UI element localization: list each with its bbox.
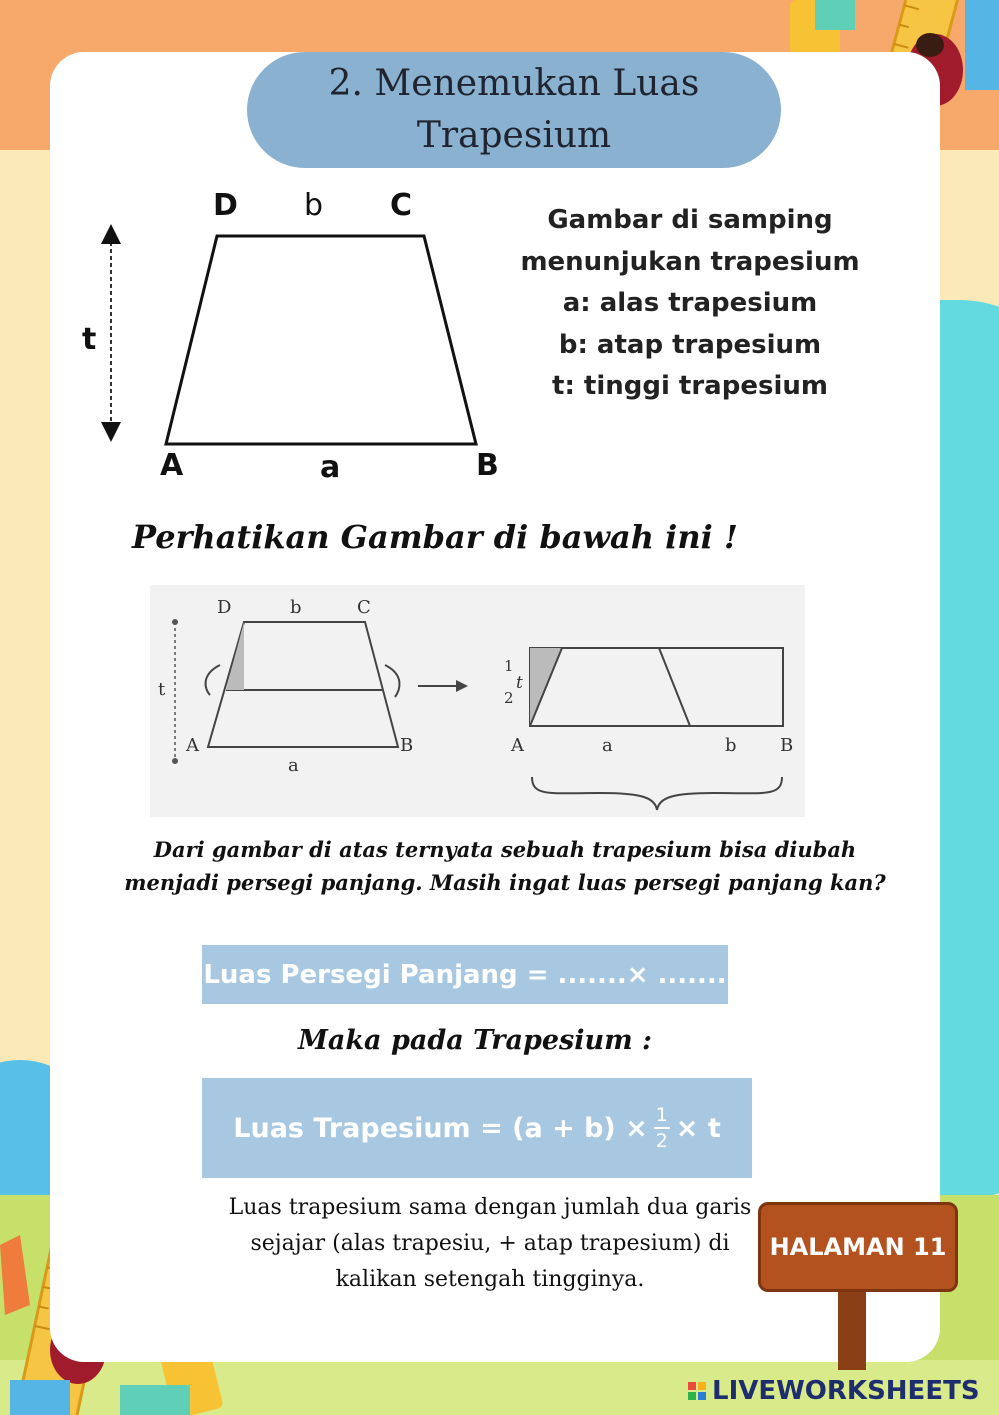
vertex-c-label: C [390, 188, 413, 223]
explanation-text: Dari gambar di atas ternyata sebuah trapesium bisa diubah menjadi persegi panjang. Masih ingat luas persegi panjang kan? [124, 837, 886, 895]
trapezoid-description [490, 200, 890, 408]
formula-prefix: Luas Trapesium = (a + b) × [233, 1112, 648, 1144]
rectangle-formula-box [202, 945, 728, 1004]
maka-heading: Maka pada Trapesium : [297, 1025, 653, 1056]
figure-right-b-label: b [725, 735, 737, 756]
trapezoid-shape [70, 180, 530, 500]
page-number-label: HALAMAN 11 [769, 1233, 947, 1261]
figure-half-denominator: 2 [504, 689, 514, 707]
rectangle-formula-text: Luas Persegi Panjang = .......× ....... [203, 959, 727, 990]
description-line: b: atap trapesium [558, 329, 822, 360]
figure-a-vertex-label: A [186, 735, 199, 756]
figure-half-numerator: 1 [504, 657, 514, 675]
vertex-b-label: B [476, 448, 499, 483]
logo-icon [688, 1382, 706, 1400]
section-heading: Perhatikan Gambar di bawah ini ! [132, 518, 738, 556]
figure-b-vertex-label: B [400, 735, 414, 756]
figure-right-a-label: a [602, 735, 613, 756]
description-line: t: tinggi trapesium [552, 371, 828, 401]
sign-post [838, 1285, 866, 1370]
description-line: a: alas trapesium [562, 288, 818, 318]
vertex-d-label: D [213, 188, 238, 223]
page-number-sign [750, 1190, 960, 1370]
figure-b-label: b [290, 597, 302, 618]
transformation-illustration [150, 585, 805, 817]
fraction-denominator: 2 [655, 1130, 668, 1152]
trapezoid-diagram [70, 180, 530, 500]
figure-right-b-vertex-label: B [780, 735, 794, 756]
vertex-a-label: A [160, 448, 184, 483]
liveworksheets-logo [688, 1374, 980, 1408]
page-title: 2. Menemukan Luas Trapesium [328, 63, 700, 156]
conclusion-text: Luas trapesium sama dengan jumlah dua garis sejajar (alas trapesiu, + atap trapesium) di kalikan setengah tingginya. [228, 1195, 752, 1292]
sign-board [758, 1202, 958, 1292]
trapezoid-formula-box [202, 1078, 752, 1178]
description-line: Gambar di samping [547, 205, 833, 235]
top-side-b-label: b [304, 188, 324, 223]
figure-right-t-label: t [516, 673, 523, 693]
height-t-label: t [82, 322, 97, 357]
formula-suffix: × t [675, 1112, 721, 1144]
figure-d-label: D [217, 597, 232, 618]
figure-c-label: C [357, 597, 371, 618]
bottom-side-a-label: a [320, 450, 341, 485]
description-line: menunjukan trapesium [520, 246, 860, 277]
trapezoid-to-rectangle-figure [150, 585, 805, 817]
watermark-text: LIVEWORKSHEETS [712, 1376, 980, 1406]
figure-right-a-vertex-label: A [511, 735, 524, 756]
figure-t-label: t [158, 679, 166, 700]
figure-a-label: a [288, 755, 299, 776]
one-half-fraction [654, 1105, 670, 1151]
fraction-numerator: 1 [655, 1104, 668, 1126]
title-banner [247, 52, 781, 168]
fraction-bar [654, 1127, 670, 1129]
